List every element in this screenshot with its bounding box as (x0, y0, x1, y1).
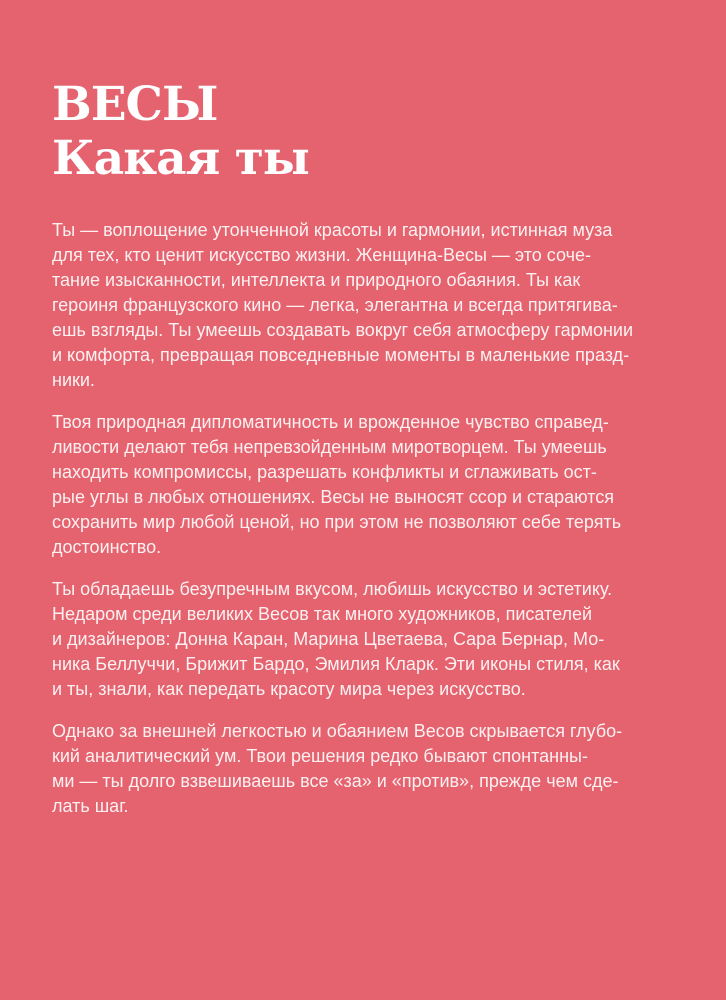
page-title (52, 78, 696, 186)
paragraph (52, 577, 696, 702)
paragraph-line: для тех, кто ценит искусство жизни. Женщина-Весы — это соче- (52, 245, 591, 265)
body-text (52, 218, 696, 819)
paragraph-line: героиня французского кино — легка, элегантна и всегда притягива- (52, 295, 618, 315)
paragraph-line: ники. (52, 370, 95, 390)
paragraph-line: ливости делают тебя непревзойденным миротворцем. Ты умеешь (52, 437, 607, 457)
paragraph-line: и комфорта, превращая повседневные моменты в маленькие празд- (52, 345, 630, 365)
page (52, 78, 696, 836)
paragraph-line: Ты — воплощение утонченной красоты и гармонии, истинная муза (52, 220, 613, 240)
paragraph (52, 410, 696, 560)
paragraph-line: тание изысканности, интеллекта и природного обаяния. Ты как (52, 270, 581, 290)
paragraph-line: Недаром среди великих Весов так много художников, писателей (52, 604, 593, 624)
paragraph-line: находить компромиссы, разрешать конфликты и сглаживать ост- (52, 462, 597, 482)
paragraph-line: и ты, знали, как передать красоту мира через искусство. (52, 679, 526, 699)
paragraph-line: кий аналитический ум. Твои решения редко бывают спонтанны- (52, 746, 588, 766)
title-line-sign: ВЕСЫ (52, 77, 218, 132)
paragraph-line: ми — ты долго взвешиваешь все «за» и «против», прежде чем сде- (52, 771, 619, 791)
paragraph-line: Ты обладаешь безупречным вкусом, любишь искусство и эстетику. (52, 579, 613, 599)
title-line-subtitle: Какая ты (52, 131, 309, 186)
paragraph-line: лать шаг. (52, 796, 129, 816)
paragraph (52, 218, 696, 393)
paragraph-line: Твоя природная дипломатичность и врожденное чувство справед- (52, 412, 609, 432)
paragraph (52, 719, 696, 819)
paragraph-line: рые углы в любых отношениях. Весы не выносят ссор и стараются (52, 487, 614, 507)
paragraph-line: ешь взгляды. Ты умеешь создавать вокруг себя атмосферу гармонии (52, 320, 634, 340)
paragraph-line: Однако за внешней легкостью и обаянием Весов скрывается глубо- (52, 721, 623, 741)
paragraph-line: сохранить мир любой ценой, но при этом не позволяют себе терять (52, 512, 622, 532)
paragraph-line: и дизайнеров: Донна Каран, Марина Цветаева, Сара Бернар, Мо- (52, 629, 605, 649)
paragraph-line: достоинство. (52, 537, 162, 557)
paragraph-line: ника Беллуччи, Брижит Бардо, Эмилия Кларк. Эти иконы стиля, как (52, 654, 620, 674)
